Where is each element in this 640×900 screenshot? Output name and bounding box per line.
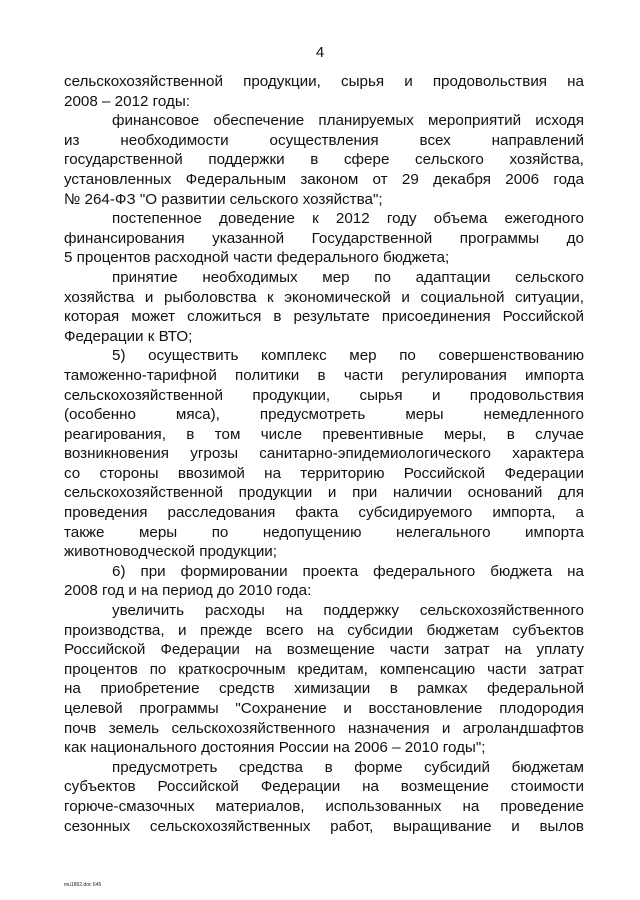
text-line: из необходимости осуществления всех направлений xyxy=(64,131,584,149)
text-line: предусмотреть средства в форме субсидий бюджетам xyxy=(112,758,584,776)
text-line: финансирования указанной Государственной программы до xyxy=(64,229,584,247)
text-line: 6) при формировании проекта федерального бюджета на xyxy=(112,562,584,580)
text-line: 5) осуществить комплекс мер по совершенствованию xyxy=(112,347,584,365)
text-line: субъектов Российской Федерации на возмещение стоимости xyxy=(64,778,584,796)
text-line: финансовое обеспечение планируемых мероприятий исходя xyxy=(112,112,584,130)
text-line: сезонных сельскохозяйственных работ, выращивание и вылов xyxy=(64,817,584,835)
page-number: 4 xyxy=(315,44,325,61)
file-reference: mu1862.doc 645 xyxy=(64,882,102,888)
text-line: сельскохозяйственной продукции, сырья и продовольствия xyxy=(64,386,584,404)
text-line: 5 процентов расходной части федерального бюджета; xyxy=(64,249,450,267)
text-line: таможенно-тарифной политики в части регулирования импорта xyxy=(64,366,584,384)
text-line: горюче-смазочных материалов, использованных на проведение xyxy=(64,797,584,815)
text-line: установленных Федеральным законом от 29 декабря 2006 года xyxy=(64,170,584,188)
text-line: производства, и прежде всего на субсидии бюджетам субъектов xyxy=(64,621,584,639)
text-line: 2008 год и на период до 2010 года: xyxy=(64,582,312,600)
text-line: процентов по краткосрочным кредитам, компенсацию части затрат xyxy=(64,660,584,678)
text-line: хозяйства и рыболовства к экономической и социальной ситуации, xyxy=(64,288,584,306)
text-line: возникновения угрозы санитарно-эпидемиологического характера xyxy=(64,445,584,463)
text-line: как национального достояния России на 2006 – 2010 годы"; xyxy=(64,739,486,757)
text-line: Российской Федерации на возмещение части затрат на уплату xyxy=(64,641,584,659)
body-text xyxy=(64,72,584,836)
text-line: 2008 – 2012 годы: xyxy=(64,92,190,110)
text-line: государственной поддержки в сфере сельского хозяйства, xyxy=(64,151,584,169)
text-line: почв земель сельскохозяйственного назначения и агроландшафтов xyxy=(64,719,584,737)
text-line: со стороны ввозимой на территорию Российской Федерации xyxy=(64,464,584,482)
text-line: постепенное доведение к 2012 году объема ежегодного xyxy=(112,210,584,228)
text-line: сельскохозяйственной продукции, сырья и продовольствия на xyxy=(64,73,584,90)
text-line: (особенно мяса), предусмотреть меры немедленного xyxy=(64,406,584,424)
text-line: проведения расследования факта субсидируемого импорта, а xyxy=(64,504,584,522)
text-line: животноводческой продукции; xyxy=(64,543,278,561)
text-line: реагирования, в том числе превентивные меры, в случае xyxy=(64,425,584,443)
text-line: целевой программы "Сохранение и восстановление плодородия xyxy=(64,700,584,717)
text-line: № 264-ФЗ "О развитии сельского хозяйства"; xyxy=(64,190,383,208)
text-line: увеличить расходы на поддержку сельскохозяйственного xyxy=(112,602,584,620)
text-line: также меры по недопущению нелегального импорта xyxy=(64,523,584,541)
text-line: на приобретение средств химизации в рамках федеральной xyxy=(64,680,584,698)
text-line: принятие необходимых мер по адаптации сельского xyxy=(112,268,584,286)
text-line: сельскохозяйственной продукции и при наличии оснований для xyxy=(64,484,584,502)
text-line: Федерации к ВТО; xyxy=(64,327,193,345)
text-line: которая может сложиться в результате присоединения Российской xyxy=(64,308,584,326)
